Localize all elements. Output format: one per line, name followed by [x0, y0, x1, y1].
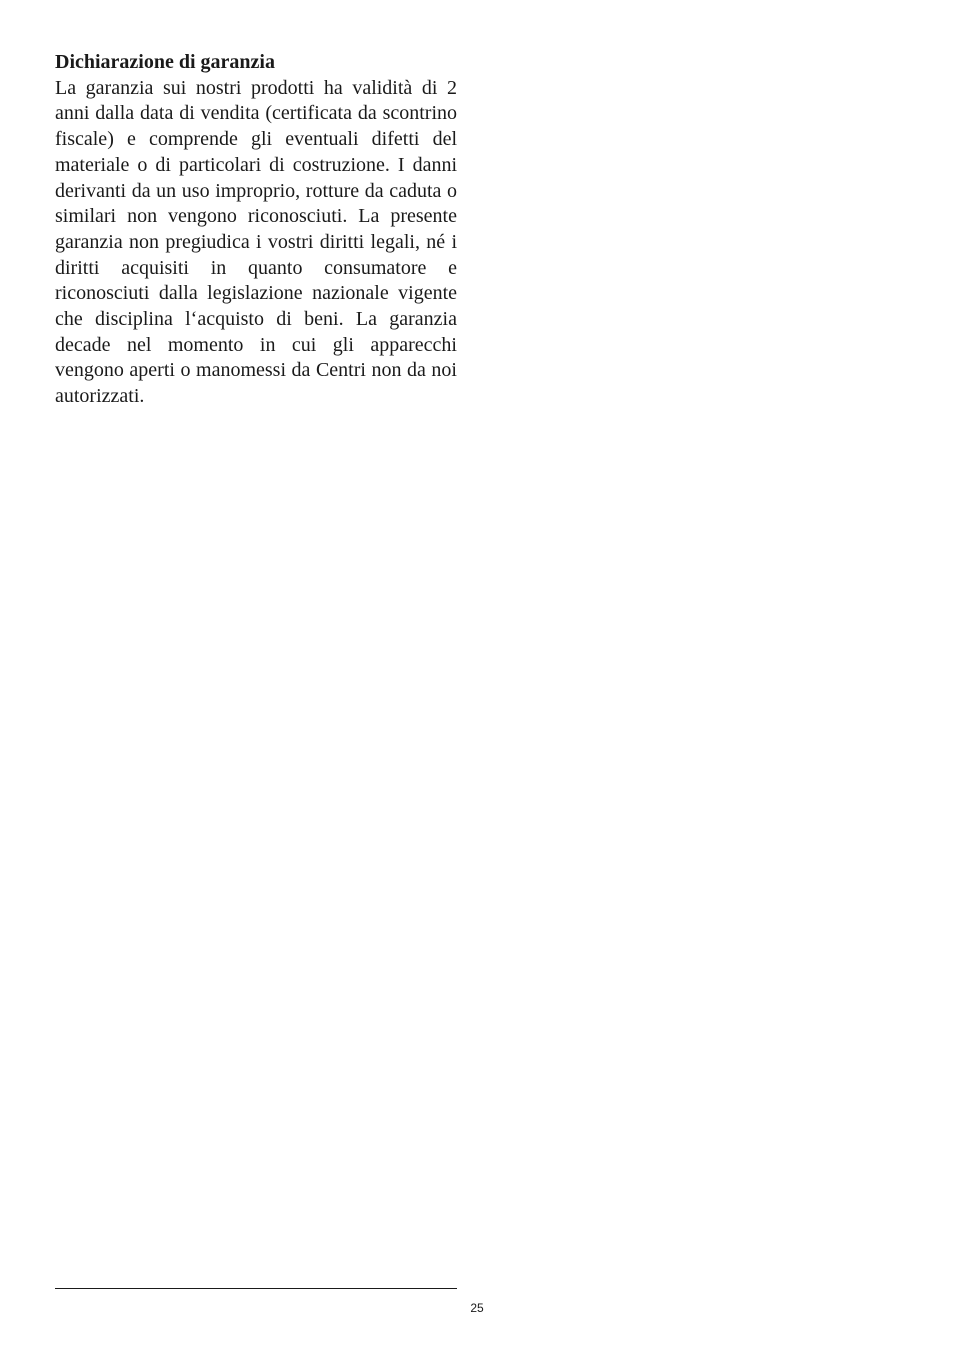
section-heading: Dichiarazione di garanzia [55, 51, 275, 73]
warranty-paragraph: La garanzia sui nostri prodotti ha validità di 2 anni dalla data di vendita (certificata da scontrino fiscale) e comprende gli eventuali difetti del materiale o di particolari di costruzione. I danni derivanti da un uso improprio, rotture da caduta o similari non vengono riconosciuti. La presente garanzia non pregiudica i vostri diritti legali, né i diritti acquisiti in quanto consumatore e riconosciuti dalla legislazione nazionale vigente che disciplina l‘acquisto di beni. La garanzia decade nel momento in cui gli apparecchi vengono aperti o manomessi da Centri non da noi autorizzati. [55, 76, 457, 408]
page-number: 25 [470, 1301, 484, 1315]
footer-divider [55, 1288, 457, 1289]
warranty-section [55, 50, 457, 410]
